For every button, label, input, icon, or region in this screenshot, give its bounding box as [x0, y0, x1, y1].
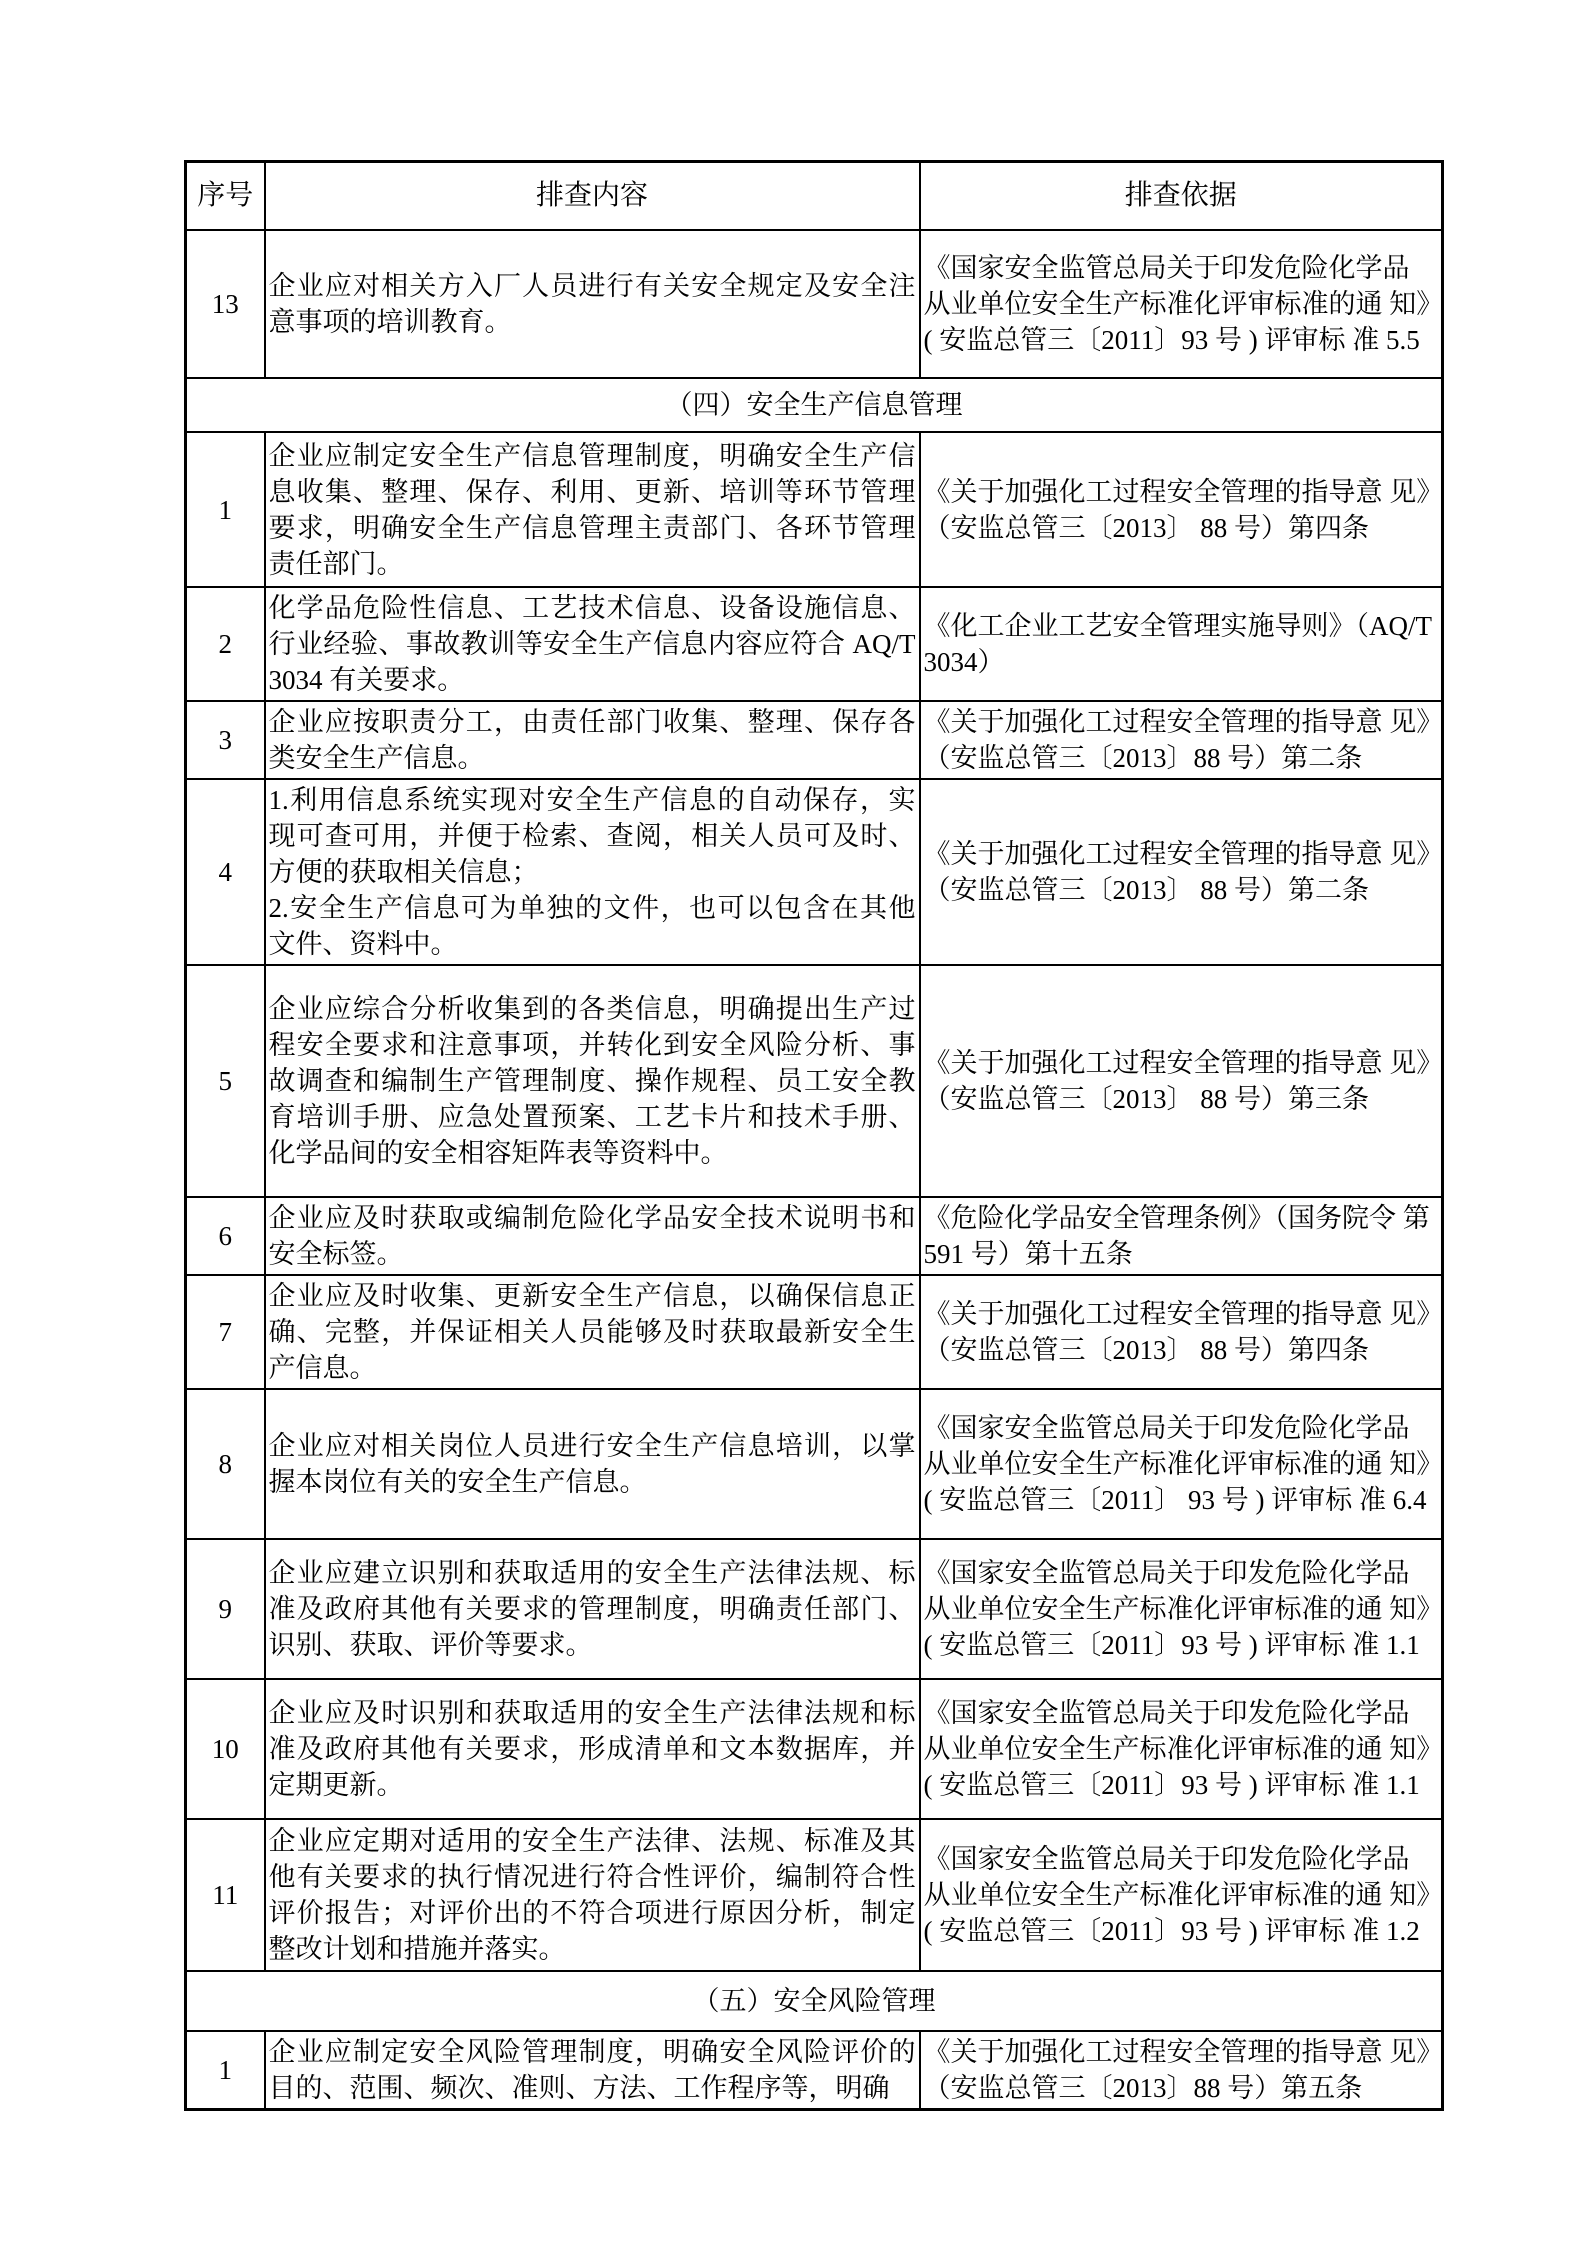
row-index-cell: 2	[186, 587, 265, 701]
row-index-cell: 11	[186, 1819, 265, 1971]
table-body	[186, 230, 1443, 2110]
row-index-cell: 13	[186, 230, 265, 378]
row-index-cell: 6	[186, 1197, 265, 1275]
inspection-content-cell	[265, 965, 920, 1197]
row-index-cell: 4	[186, 779, 265, 965]
inspection-content-cell	[265, 432, 920, 587]
table-row	[186, 1389, 1443, 1539]
row-index-cell: 1	[186, 2031, 265, 2110]
inspection-content-cell	[265, 1819, 920, 1971]
inspection-content-cell	[265, 1679, 920, 1819]
table-row	[186, 1819, 1443, 1971]
inspection-basis-cell: 《国家安全监管总局关于印发危险化学品 从业单位安全生产标准化评审标准的通 知》( 安监总管三〔2011〕93 号 ) 评审标 准 1.1	[920, 1679, 1443, 1819]
content-paragraph: 企业应制定安全风险管理制度，明确安全风险评价的 目的、范围、频次、准则、方法、工作程序等，明确	[268, 2037, 916, 2103]
table-row	[186, 701, 1443, 779]
inspection-basis-cell: 《国家安全监管总局关于印发危险化学品 从业单位安全生产标准化评审标准的通 知》( 安监总管三〔2011〕93 号 ) 评审标 准 5.5	[920, 230, 1443, 378]
content-paragraph: 化学品危险性信息、工艺技术信息、设备设施信息、 行业经验、事故教训等安全生产信息内容应符合 AQ/T 3034 有关要求。	[268, 593, 916, 695]
table-row	[186, 432, 1443, 587]
content-paragraph: 企业应制定安全生产信息管理制度，明确安全生产信 息收集、整理、保存、利用、更新、培训等环节管理 要求，明确安全生产信息管理主责部门、各环节管理 责任部门。	[268, 440, 916, 579]
inspection-content-cell	[265, 1275, 920, 1389]
content-paragraph: 企业应定期对适用的安全生产法律、法规、标准及其 他有关要求的执行情况进行符合性评价，编制符合性 评价报告；对评价出的不符合项进行原因分析，制定 整改计划和措施并落实。	[268, 1826, 916, 1964]
inspection-basis-cell: 《关于加强化工过程安全管理的指导意 见》（安监总管三〔2013〕 88 号）第四条	[920, 1275, 1443, 1389]
inspection-content-cell	[265, 779, 920, 965]
table-row	[186, 1539, 1443, 1679]
inspection-basis-cell: 《化工企业工艺安全管理实施导则》（AQ/T 3034）	[920, 587, 1443, 701]
table-row	[186, 965, 1443, 1197]
row-index-cell: 5	[186, 965, 265, 1197]
inspection-content-cell	[265, 1389, 920, 1539]
content-paragraph: 企业应建立识别和获取适用的安全生产法律法规、标 准及政府其他有关要求的管理制度，明确责任部门、 识别、获取、评价等要求。	[268, 1558, 916, 1660]
inspection-basis-cell: 《国家安全监管总局关于印发危险化学品 从业单位安全生产标准化评审标准的通 知》( 安监总管三〔2011〕93 号 ) 评审标 准 1.2	[920, 1819, 1443, 1971]
inspection-content-cell	[265, 1197, 920, 1275]
inspection-content-cell	[265, 2031, 920, 2110]
content-paragraph: 企业应综合分析收集到的各类信息，明确提出生产过 程安全要求和注意事项，并转化到安全风险分析、事 故调查和编制生产管理制度、操作规程、员工安全教 育培训手册、应急处置预案、工艺卡片和技术手册、 化学品间的安全相容矩阵表等资料中。	[268, 994, 916, 1168]
row-index-cell: 9	[186, 1539, 265, 1679]
content-paragraph: 1.利用信息系统实现对安全生产信息的自动保存，实 现可查可用，并便于检索、查阅，相关人员可及时、 方便的获取相关信息；	[268, 785, 916, 887]
column-header-index: 序号	[186, 162, 265, 231]
content-paragraph: 企业应及时识别和获取适用的安全生产法律法规和标 准及政府其他有关要求，形成清单和文本数据库，并 定期更新。	[268, 1698, 916, 1800]
inspection-content-cell	[265, 1539, 920, 1679]
content-paragraph: 企业应对相关岗位人员进行安全生产信息培训，以掌 握本岗位有关的安全生产信息。	[268, 1431, 916, 1497]
section-title: （四）安全生产信息管理	[186, 378, 1443, 432]
inspection-content-cell	[265, 587, 920, 701]
content-paragraph: 企业应及时获取或编制危险化学品安全技术说明书和 安全标签。	[268, 1203, 916, 1269]
section-header-row	[186, 378, 1443, 432]
row-index-cell: 10	[186, 1679, 265, 1819]
inspection-table	[184, 160, 1444, 2111]
content-paragraph: 企业应按职责分工，由责任部门收集、整理、保存各 类安全生产信息。	[268, 707, 916, 773]
inspection-basis-cell: 《关于加强化工过程安全管理的指导意 见》（安监总管三〔2013〕88 号）第二条	[920, 701, 1443, 779]
inspection-basis-cell: 《国家安全监管总局关于印发危险化学品 从业单位安全生产标准化评审标准的通 知》( 安监总管三〔2011〕 93 号 ) 评审标 准 6.4	[920, 1389, 1443, 1539]
column-header-content: 排查内容	[265, 162, 920, 231]
inspection-basis-cell: 《国家安全监管总局关于印发危险化学品 从业单位安全生产标准化评审标准的通 知》( 安监总管三〔2011〕93 号 ) 评审标 准 1.1	[920, 1539, 1443, 1679]
column-header-basis: 排查依据	[920, 162, 1443, 231]
table-row	[186, 1275, 1443, 1389]
table-row	[186, 2031, 1443, 2110]
row-index-cell: 1	[186, 432, 265, 587]
inspection-basis-cell: 《关于加强化工过程安全管理的指导意 见》（安监总管三〔2013〕 88 号）第二条	[920, 779, 1443, 965]
inspection-basis-cell: 《关于加强化工过程安全管理的指导意 见》（安监总管三〔2013〕 88 号）第四条	[920, 432, 1443, 587]
content-paragraph: 2.安全生产信息可为单独的文件，也可以包含在其他 文件、资料中。	[268, 893, 916, 959]
section-header-row	[186, 1971, 1443, 2031]
content-paragraph: 企业应对相关方入厂人员进行有关安全规定及安全注 意事项的培训教育。	[268, 271, 916, 337]
table-row	[186, 230, 1443, 378]
inspection-basis-cell: 《关于加强化工过程安全管理的指导意 见》（安监总管三〔2013〕88 号）第五条	[920, 2031, 1443, 2110]
row-index-cell: 7	[186, 1275, 265, 1389]
inspection-basis-cell: 《关于加强化工过程安全管理的指导意 见》（安监总管三〔2013〕 88 号）第三条	[920, 965, 1443, 1197]
content-paragraph: 企业应及时收集、更新安全生产信息，以确保信息正 确、完整，并保证相关人员能够及时获取最新安全生 产信息。	[268, 1281, 916, 1383]
row-index-cell: 8	[186, 1389, 265, 1539]
table-header-row	[186, 162, 1443, 231]
inspection-basis-cell: 《危险化学品安全管理条例》（国务院令 第 591 号）第十五条	[920, 1197, 1443, 1275]
inspection-content-cell	[265, 230, 920, 378]
row-index-cell: 3	[186, 701, 265, 779]
section-title: （五）安全风险管理	[186, 1971, 1443, 2031]
table-row	[186, 1197, 1443, 1275]
table-row	[186, 779, 1443, 965]
table-row	[186, 587, 1443, 701]
table-row	[186, 1679, 1443, 1819]
inspection-content-cell	[265, 701, 920, 779]
